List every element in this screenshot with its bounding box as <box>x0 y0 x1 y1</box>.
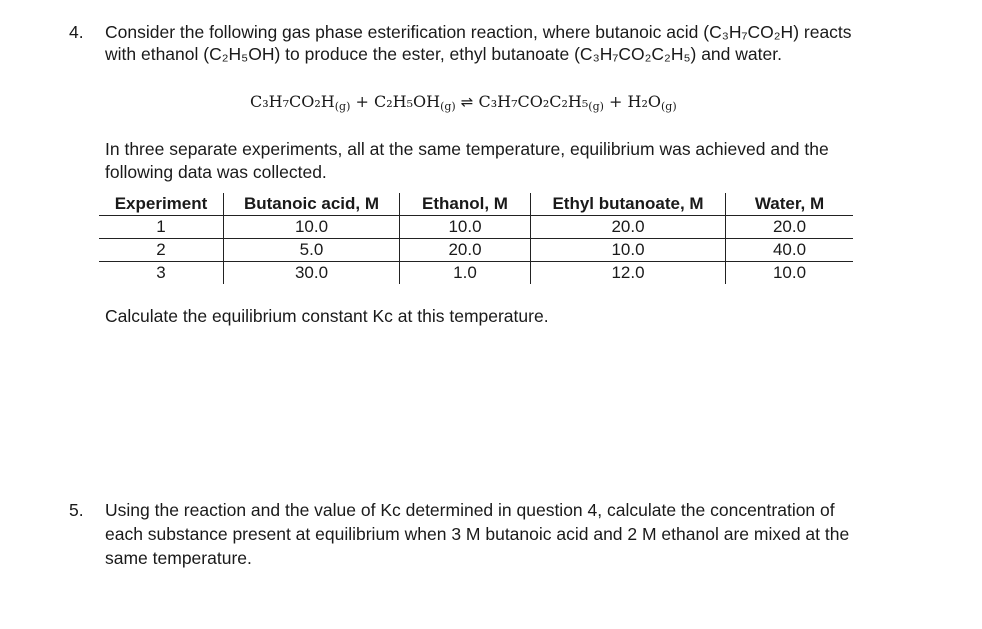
cell-experiment: 2 <box>99 239 224 262</box>
intro-line-1: Consider the following gas phase esterification reaction, where butanoic acid (C₃H₇CO₂H) reacts <box>105 22 852 42</box>
question-4-prompt: Calculate the equilibrium constant Kc at this temperature. <box>105 306 549 326</box>
table-row <box>99 262 853 285</box>
cell-ethanol: 20.0 <box>400 239 531 262</box>
cell-butanoic-acid: 5.0 <box>224 239 400 262</box>
header-butanoic-acid: Butanoic acid, M <box>224 193 400 216</box>
cell-water: 40.0 <box>726 239 854 262</box>
cell-butanoic-acid: 10.0 <box>224 216 400 239</box>
state-label: (g) <box>440 100 456 113</box>
cell-ethanol: 1.0 <box>400 262 531 285</box>
intro-line-2: with ethanol (C₂H₅OH) to produce the ester, ethyl butanoate (C₃H₇CO₂C₂H₅) and water. <box>105 44 782 64</box>
header-ethanol: Ethanol, M <box>400 193 531 216</box>
question-5-line-3: same temperature. <box>105 548 252 568</box>
header-ethyl-butanoate: Ethyl butanoate, M <box>531 193 726 216</box>
question-5-line-1: Using the reaction and the value of Kc determined in question 4, calculate the concentration of <box>105 500 835 520</box>
cell-water: 10.0 <box>726 262 854 285</box>
reaction-equation <box>250 92 677 113</box>
product-ethyl-butanoate: C₃H₇CO₂C₂H₅ <box>478 92 589 111</box>
plus-sign: + <box>355 92 369 111</box>
state-label: (g) <box>588 100 604 113</box>
header-water: Water, M <box>726 193 854 216</box>
cell-water: 20.0 <box>726 216 854 239</box>
cell-ethyl-butanoate: 12.0 <box>531 262 726 285</box>
state-label: (g) <box>334 100 351 113</box>
reactant-ethanol: C₂H₅OH <box>373 92 441 111</box>
header-experiment: Experiment <box>99 193 224 216</box>
question-number: 5. <box>69 500 84 520</box>
cell-ethyl-butanoate: 10.0 <box>531 239 726 262</box>
cell-ethyl-butanoate: 20.0 <box>531 216 726 239</box>
equilibrium-arrow: ⇌ <box>460 93 474 111</box>
cell-ethanol: 10.0 <box>400 216 531 239</box>
cell-experiment: 1 <box>99 216 224 239</box>
cell-experiment: 3 <box>156 263 166 282</box>
table-row <box>99 239 853 262</box>
paragraph-line-1: In three separate experiments, all at the same temperature, equilibrium was achieved and the <box>105 139 829 159</box>
plus-sign: + <box>609 92 623 111</box>
table-row <box>99 216 853 239</box>
cell-butanoic-acid: 30.0 <box>224 262 400 285</box>
equilibrium-data-table <box>99 193 853 284</box>
paragraph-line-2: following data was collected. <box>105 162 327 182</box>
product-water: H₂O <box>627 92 661 111</box>
reactant-butanoic-acid: C₃H₇CO₂H <box>250 92 335 111</box>
table-header-row <box>99 193 853 216</box>
state-label: (g) <box>660 100 677 113</box>
question-5-line-2: each substance present at equilibrium when 3 M butanoic acid and 2 M ethanol are mixed at the <box>105 524 850 544</box>
question-number: 4. <box>69 22 84 42</box>
